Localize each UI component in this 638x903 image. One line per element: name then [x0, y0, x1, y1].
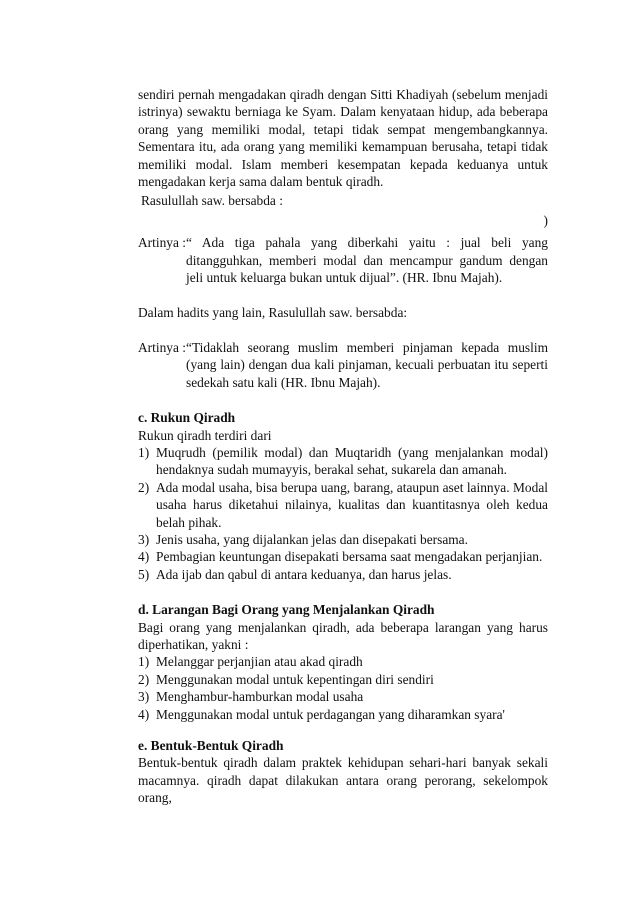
list-item: [138, 671, 548, 688]
hadith2-translation: [138, 339, 548, 391]
list-text: Menggunakan modal untuk kepentingan diri sendiri: [156, 671, 434, 687]
list-text: Muqrudh (pemilik modal) dan Muqtaridh (yang menjalankan modal) hendaknya sudah mumayyis, berakal sehat, sukarela dan amanah.: [156, 444, 548, 478]
list-number: 2): [138, 671, 150, 687]
list-text: Jenis usaha, yang dijalankan jelas dan disepakati bersama.: [156, 531, 468, 547]
list-item: [138, 653, 548, 670]
section-larangan: [138, 601, 548, 723]
section-e-intro: Bentuk-bentuk qiradh dalam praktek kehidupan sehari-hari banyak sekali macamnya. qiradh dapat dilakukan antara orang perorang, sekelompok orang,: [138, 755, 548, 806]
list-number: 3): [138, 689, 150, 705]
section-d-list: [138, 653, 548, 723]
list-item: [138, 479, 548, 531]
hadith2-label: Artinya :: [138, 339, 186, 355]
section-c-list: [138, 444, 548, 583]
hadith1-label: Artinya :: [138, 235, 186, 251]
list-item: [138, 566, 548, 583]
page-content: [138, 86, 548, 807]
list-item: [138, 444, 548, 479]
list-number: 1): [138, 654, 150, 670]
list-item: [138, 548, 548, 565]
hadith2-text: “Tidaklah seorang muslim memberi pinjaman kepada muslim (yang lain) dengan dua kali pinjaman, kecuali perbuatan itu seperti sedekah satu kali (HR. Ibnu Majah).: [186, 339, 548, 390]
list-number: 3): [138, 531, 150, 547]
section-bentuk-qiradh: [138, 737, 548, 807]
hadith1-text: “ Ada tiga pahala yang diberkahi yaitu : jual beli yang ditangguhkan, memberi modal dan mencampur gandum dengan jeli untuk keluarga bukan untuk dijual”. (HR. Ibnu Majah).: [186, 235, 548, 286]
arabic-closing-paren: ): [543, 212, 548, 228]
list-number: 4): [138, 549, 150, 565]
intro-paragraph: sendiri pernah mengadakan qiradh dengan Sitti Khadiyah (sebelum menjadi istrinya) sewaktu berniaga ke Syam. Dalam kenyataan hidup, ada beberapa orang yang memiliki modal, tetapi tidak sempat mengembangkannya. Sementara itu, ada orang yang memiliki kemampuan berusaha, tetapi tidak memiliki modal. Islam memberi kesempatan kepada keduanya untuk mengadakan kerja sama dalam bentuk qiradh.: [138, 87, 548, 190]
section-rukun-qiradh: [138, 409, 548, 583]
list-number: 1): [138, 444, 150, 460]
list-number: 2): [138, 479, 150, 495]
list-item: [138, 531, 548, 548]
section-c-intro: Rukun qiradh terdiri dari: [138, 427, 272, 443]
list-text: Menghambur-hamburkan modal usaha: [156, 689, 364, 705]
list-text: Melanggar perjanjian atau akad qiradh: [156, 654, 363, 670]
list-item: [138, 688, 548, 705]
section-e-heading: e. Bentuk-Bentuk Qiradh: [138, 738, 284, 753]
hadith1-intro: Rasulullah saw. bersabda :: [141, 193, 283, 209]
list-text: Pembagian keuntungan disepakati bersama saat mengadakan perjanjian.: [156, 549, 543, 565]
hadith1-translation: [138, 234, 548, 286]
list-number: 4): [138, 706, 150, 722]
list-number: 5): [138, 566, 150, 582]
list-text: Ada modal usaha, bisa berupa uang, barang, ataupun aset lainnya. Modal usaha harus diketahui nilainya, kualitas dan kuantitasnya oleh kedua belah pihak.: [156, 479, 548, 530]
section-c-heading: c. Rukun Qiradh: [138, 410, 236, 426]
list-text: Menggunakan modal untuk perdagangan yang diharamkan syara': [156, 706, 505, 722]
list-item: [138, 706, 548, 723]
hadith2-intro: Dalam hadits yang lain, Rasulullah saw. bersabda:: [138, 305, 408, 321]
section-d-heading: d. Larangan Bagi Orang yang Menjalankan Qiradh: [138, 602, 435, 618]
list-text: Ada ijab dan qabul di antara keduanya, dan harus jelas.: [156, 566, 452, 582]
section-d-intro: Bagi orang yang menjalankan qiradh, ada beberapa larangan yang harus diperhatikan, yakni :: [138, 619, 548, 652]
